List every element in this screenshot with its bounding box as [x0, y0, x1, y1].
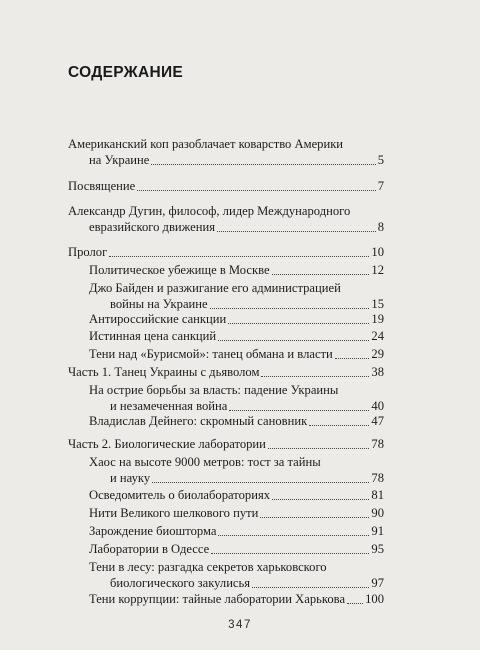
dot-leader [151, 164, 375, 165]
toc-page-number: 24 [371, 329, 384, 343]
toc-entry-title: Часть 1. Танец Украины с дьяволом [68, 365, 260, 379]
toc-entry-title: на Украине [89, 153, 150, 167]
toc-entry [68, 203, 384, 235]
toc-entry [89, 328, 384, 344]
toc-page-number: 12 [371, 263, 384, 277]
dot-leader [252, 587, 369, 588]
dot-leader [272, 499, 369, 500]
toc-page-number: 78 [371, 471, 384, 485]
toc-page-number: 47 [371, 414, 384, 428]
dot-leader [260, 517, 369, 518]
toc-page-number: 78 [371, 437, 384, 451]
dot-leader [218, 535, 369, 536]
toc-entry-title: Американский коп разоблачает коварство Америки [68, 137, 344, 151]
toc-entry [89, 505, 384, 521]
toc-page-number: 19 [371, 312, 384, 326]
toc-entry-title: Александр Дугин, философ, лидер Международного [68, 204, 351, 218]
toc-entry-title: Истинная цена санкций [89, 329, 217, 343]
toc-entry [89, 346, 384, 362]
toc-entry [68, 178, 384, 194]
toc-entry [89, 487, 384, 503]
toc-entry [68, 436, 384, 452]
toc-page-number: 8 [377, 220, 384, 234]
toc-entry-title: Хаос на высоте 9000 метров: тост за тайны [89, 455, 321, 469]
dot-leader [218, 340, 369, 341]
dot-leader [309, 425, 369, 426]
toc-page-number: 95 [371, 542, 384, 556]
toc-entry-title: Лаборатории в Одессе [89, 542, 210, 556]
dot-leader [261, 376, 369, 377]
toc-entry-title: Осведомитель о биолабораториях [89, 488, 271, 502]
toc-entry [89, 454, 384, 486]
toc-entry [89, 559, 384, 591]
toc-entry-title: Тени в лесу: разгадка секретов харьковского [89, 560, 327, 574]
toc-entry-title: Посвящение [68, 179, 136, 193]
toc-entry-title: На острие борьбы за власть: падение Украины [89, 383, 339, 397]
toc-heading: СОДЕРЖАНИЕ [68, 64, 184, 81]
toc-page-number: 100 [365, 592, 384, 606]
toc-entry-title: и науку [110, 471, 151, 485]
dot-leader [335, 358, 370, 359]
dot-leader [217, 231, 376, 232]
toc-page-number: 15 [371, 297, 384, 311]
toc-entry-title: и незамеченная война [110, 399, 228, 413]
dot-leader [210, 308, 370, 309]
toc-entry [89, 382, 384, 414]
page-number: 347 [228, 619, 252, 631]
toc-page-number: 40 [371, 399, 384, 413]
toc-entry-title: Пролог [68, 245, 108, 259]
dot-leader [152, 482, 369, 483]
toc-page-number: 10 [371, 245, 384, 259]
dot-leader [229, 410, 369, 411]
toc-page-number: 5 [377, 153, 384, 167]
dot-leader [109, 256, 369, 257]
toc-entry-title: биологического закулисья [110, 576, 251, 590]
toc-page-number: 29 [371, 347, 384, 361]
toc-entry-title: Тени коррупции: тайные лаборатории Харькова [89, 592, 346, 606]
toc-entry [68, 364, 384, 380]
toc-entry [89, 262, 384, 278]
toc-entry-title: Нити Великого шелкового пути [89, 506, 259, 520]
toc-entry-title: Владислав Дейнего: скромный сановник [89, 414, 308, 428]
toc-entry [68, 244, 384, 260]
toc-entry-title: Тени над «Бурисмой»: танец обмана и власти [89, 347, 333, 361]
toc-page-number: 90 [371, 506, 384, 520]
toc-entry [89, 541, 384, 557]
dot-leader [272, 274, 370, 275]
toc-entry-title: войны на Украине [110, 297, 208, 311]
toc-entry [89, 280, 384, 312]
toc-page-number: 81 [371, 488, 384, 502]
toc-entry-title: Антироссийские санкции [89, 312, 227, 326]
toc-entry-title: евразийского движения [89, 220, 216, 234]
toc-page-number: 97 [371, 576, 384, 590]
toc-page-number: 38 [371, 365, 384, 379]
toc-entry-title: Джо Байден и разжигание его администрацией [89, 281, 341, 295]
toc-entry-title: Зарождение биошторма [89, 524, 217, 538]
toc-entry-title: Политическое убежище в Москве [89, 263, 270, 277]
toc-page-number: 91 [371, 524, 384, 538]
dot-leader [137, 190, 375, 191]
toc-entry [89, 523, 384, 539]
toc-page-number: 7 [377, 179, 384, 193]
dot-leader [268, 448, 369, 449]
toc-entry-title: Часть 2. Биологические лаборатории [68, 437, 266, 451]
toc-entry [89, 591, 384, 607]
dot-leader [347, 603, 363, 604]
dot-leader [228, 323, 369, 324]
dot-leader [211, 553, 369, 554]
toc-entry [89, 311, 384, 327]
toc-entry [89, 413, 384, 429]
toc-entry [68, 136, 384, 168]
